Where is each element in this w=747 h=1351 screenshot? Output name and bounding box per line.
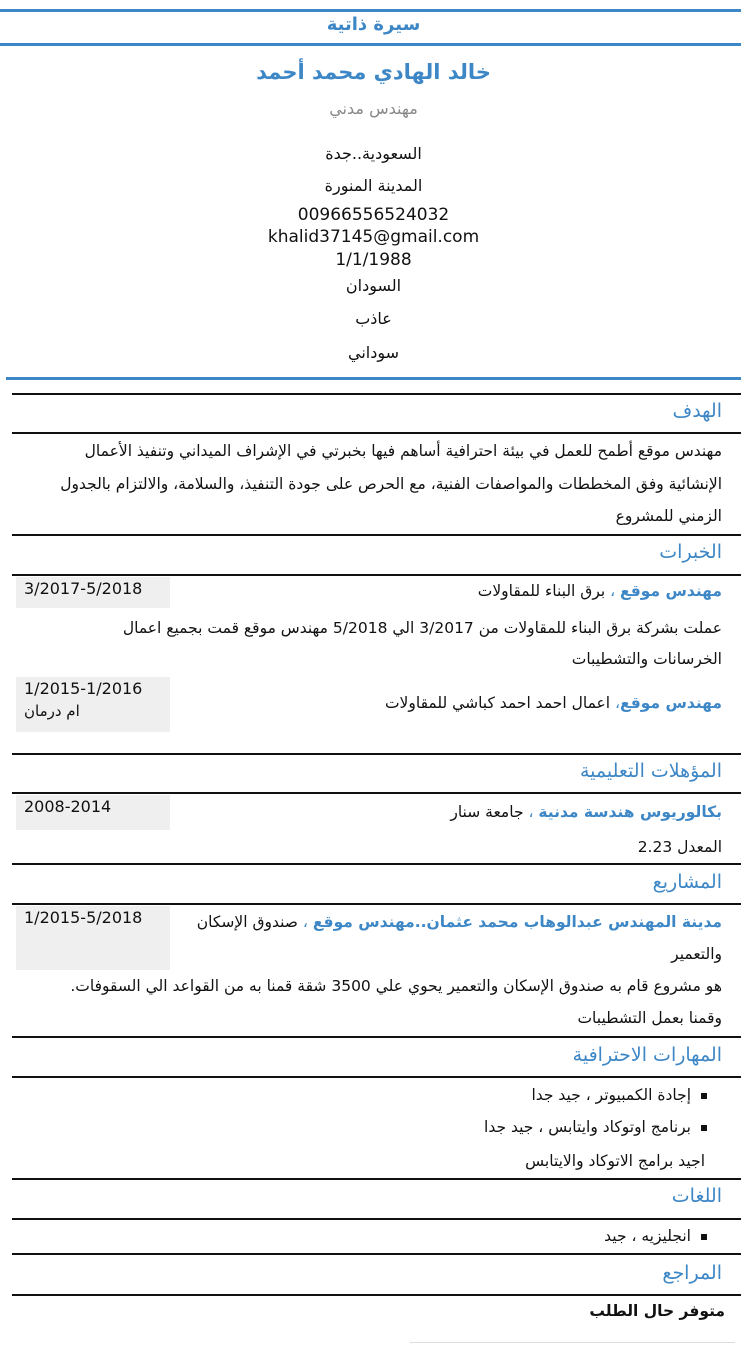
divider [12, 1076, 741, 1078]
objective-line: الزمني للمشروع [615, 507, 722, 525]
skill-text: برنامج اوتوكاد وايتابس ، جيد جدا [484, 1118, 691, 1136]
experience-heading: الخبرات [659, 541, 722, 563]
profile-name: خالد الهادي محمد أحمد [256, 60, 491, 84]
references-heading: المراجع [662, 1262, 722, 1284]
skill-text: إجادة الكمبيوتر ، جيد جدا [531, 1086, 691, 1104]
skills-note: اجيد برامج الاتوكاد والايتابس [525, 1152, 705, 1170]
marital-status: عاذب [355, 309, 392, 328]
nationality: سوداني [347, 343, 400, 362]
divider [12, 792, 741, 794]
project-dates [16, 906, 170, 970]
bullet-icon [701, 1234, 707, 1240]
date-text: 1/2015-1/2016 [24, 679, 143, 698]
education-title [450, 801, 722, 823]
education-heading: المؤهلات التعليمية [579, 760, 722, 782]
divider [12, 1178, 741, 1180]
divider [12, 1253, 741, 1255]
divider [12, 1036, 741, 1038]
birth-date: 1/1/1988 [335, 250, 412, 270]
separator: ، [297, 913, 313, 931]
experience-description: الخرسانات والتشطيبات [571, 650, 722, 668]
languages-heading: اللغات [671, 1185, 722, 1207]
references-text: متوفر حال الطلب [589, 1302, 725, 1320]
divider [12, 574, 741, 576]
experience-title [478, 580, 722, 602]
address-line1: السعودية..جدة [325, 144, 422, 163]
divider [12, 1218, 741, 1220]
experience-dates [16, 677, 170, 732]
date-text: 2008-2014 [24, 797, 112, 816]
experience-company: اعمال احمد احمد كباشي للمقاولات [384, 694, 611, 712]
title-rule [0, 43, 741, 46]
separator: ، [605, 582, 621, 600]
address-line2: المدينة المنورة [324, 176, 423, 195]
skill-item [484, 1116, 707, 1138]
experience-title [385, 692, 722, 714]
project-client: صندوق الإسكان [196, 913, 298, 931]
divider [12, 903, 741, 905]
separator: ، [610, 694, 621, 712]
education-institution: جامعة سنار [450, 803, 524, 821]
project-title [197, 911, 722, 933]
experience-location: ام درمان [24, 702, 80, 720]
email: khalid37145@gmail.com [267, 227, 480, 247]
project-description: هو مشروع قام به صندوق الإسكان والتعمير يحوي علي 3500 شقة قمنا به من القواعد الي السقوفات. [70, 977, 722, 995]
date-text: 3/2017-5/2018 [24, 579, 143, 598]
education-gpa: المعدل 2.23 [637, 838, 722, 856]
separator: ، [523, 803, 539, 821]
document-title: سيرة ذاتية [326, 14, 421, 35]
language-item [604, 1225, 707, 1247]
bullet-icon [701, 1125, 707, 1131]
project-client-cont: والتعمير [671, 945, 722, 963]
divider [12, 393, 741, 395]
experience-company: برق البناء للمقاولات [477, 582, 606, 600]
skill-item [531, 1084, 707, 1106]
footer-rule [410, 1342, 735, 1343]
profile-job-title: مهندس مدني [329, 99, 418, 118]
education-degree: بكالوريوس هندسة مدنية [538, 803, 722, 821]
experience-role: مهندس موقع [620, 582, 722, 600]
phone: 00966556524032 [297, 205, 450, 225]
objective-line: الإنشائية وفق المخططات والمواصفات الفنية، مع الحرص على جودة التنفيذ، والسلامة، والالتزام بالجدول [60, 475, 722, 493]
divider [12, 863, 741, 865]
skills-heading: المهارات الاحترافية [572, 1044, 722, 1066]
objective-heading: الهدف [672, 400, 722, 422]
projects-heading: المشاريع [652, 871, 722, 893]
divider [12, 432, 741, 434]
country: السودان [345, 276, 402, 295]
experience-role: مهندس موقع [620, 694, 722, 712]
project-name: مدينة المهندس عبدالوهاب محمد عثمان..مهندس موقع [312, 913, 722, 931]
divider [12, 534, 741, 536]
project-description: وقمنا بعمل التشطيبات [577, 1009, 722, 1027]
top-rule [0, 9, 741, 12]
date-text: 1/2015-5/2018 [24, 908, 143, 927]
divider [12, 1294, 741, 1296]
profile-rule [6, 377, 741, 380]
education-dates [16, 795, 170, 830]
objective-line: مهندس موقع أطمح للعمل في بيئة احترافية أساهم فيها بخبرتي في الإشراف الميداني وتنفيذ الأعمال [84, 442, 722, 460]
experience-description: عملت بشركة برق البناء للمقاولات من 3/2017 الي 5/2018 مهندس موقع قمت بجميع اعمال [122, 619, 722, 637]
bullet-icon [701, 1093, 707, 1099]
experience-dates [16, 577, 170, 608]
divider [12, 753, 741, 755]
language-text: انجليزيه ، جيد [604, 1227, 691, 1245]
